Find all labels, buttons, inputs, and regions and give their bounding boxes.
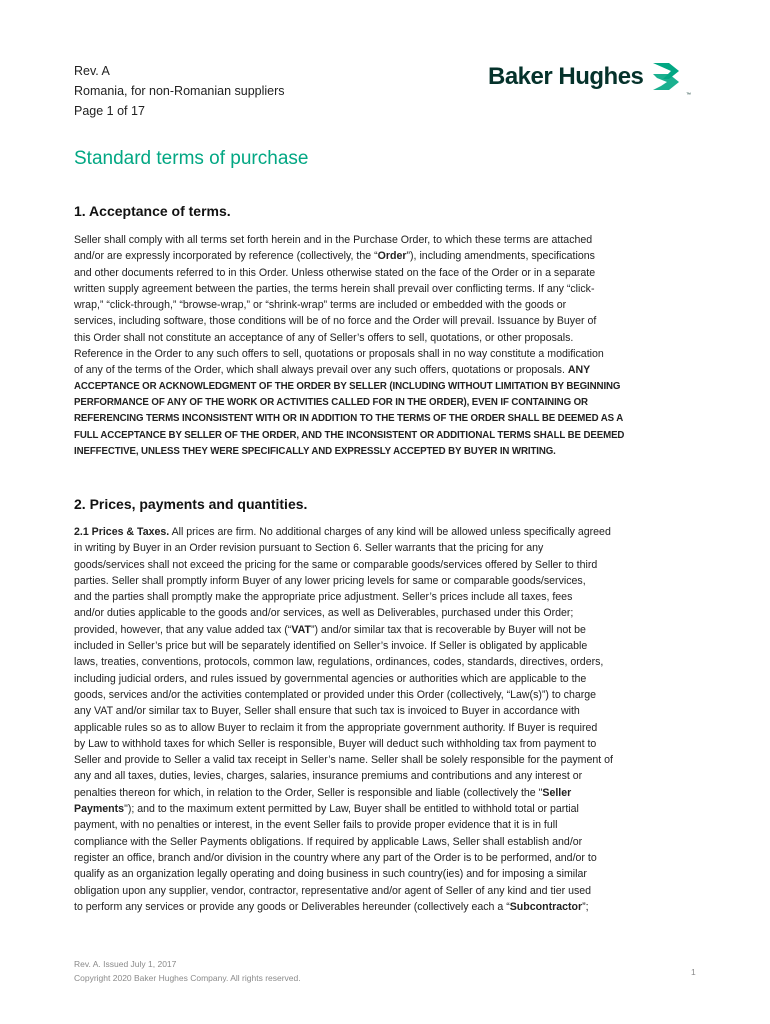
paragraph-line (74, 817, 696, 833)
caps-clause-line: PERFORMANCE OF ANY OF THE WORK OR ACTIVITIES CALLED FOR IN THE ORDER), EVEN IF CONTAINING OR (74, 396, 588, 408)
paragraph-line (74, 524, 696, 540)
footer-copyright: Copyright 2020 Baker Hughes Company. All rights reserved. (74, 973, 301, 983)
section-1-heading: 1. Acceptance of terms. (74, 203, 231, 219)
line-text: of any of the terms of the Order, which shall always prevail over any such offers, quotations or proposals. (74, 364, 568, 377)
paragraph-line (74, 687, 696, 703)
paragraph-line (74, 313, 696, 329)
line-text: this Order shall not constitute an acceptance of any of Seller’s offers to sell, quotations, or other proposals. (74, 331, 574, 344)
line-text: ”), including amendments, specifications (406, 250, 595, 263)
paragraph-line (74, 703, 696, 719)
paragraph-line (74, 736, 696, 752)
line-text: services, including software, those conditions will be of no force and the Order will prevail. Issuance by Buyer of (74, 315, 597, 328)
trademark-symbol: ™ (686, 92, 691, 98)
section-2-body (74, 524, 696, 915)
paragraph-line (74, 540, 696, 556)
line-text: ”) and/or similar tax that is recoverable by Buyer will not be (310, 623, 586, 636)
line-text: goods/services shall not exceed the pricing for the same or comparable goods/services offered by Seller to third (74, 558, 598, 571)
line-text: penalties thereon for which, in relation to the Order, Seller is responsible and liable (collectively the " (74, 786, 543, 799)
paragraph-line (74, 248, 696, 264)
paragraph-line (74, 589, 696, 605)
caps-clause-line: REFERENCING TERMS INCONSISTENT WITH OR IN ADDITION TO THE TERMS OF THE ORDER SHALL BE DEEMED AS A (74, 413, 624, 425)
line-text: to perform any services or provide any goods or Deliverables hereunder (collectively each a “ (74, 900, 510, 913)
line-text: Seller and provide to Seller a valid tax receipt in Seller’s name. Seller shall be solely responsible for the payment of (74, 754, 613, 767)
paragraph-line (74, 638, 696, 654)
line-text: and/or are expressly incorporated by reference (collectively, the “ (74, 250, 378, 263)
caps-clause-line: FULL ACCEPTANCE BY SELLER OF THE ORDER, AND THE INCONSISTENT OR ADDITIONAL TERMS SHALL BE DEEMED (74, 429, 625, 441)
paragraph-line (74, 346, 696, 362)
line-text: Reference in the Order to any such offers to sell, quotations or proposals shall in no way constitute a modification (74, 348, 604, 361)
section-1-body (74, 232, 696, 460)
line-text: applicable rules so as to allow Buyer to reclaim it from the appropriate government authority. If Buyer is required (74, 721, 598, 734)
page-indicator: Page 1 of 17 (74, 104, 145, 118)
line-text: All prices are firm. No additional charges of any kind will be allowed unless specifically agreed (169, 526, 611, 538)
line-text: by Law to withhold taxes for which Seller is responsible, Buyer will deduct such withholding tax from payment to (74, 737, 597, 750)
line-text: and other documents referred to in this Order. Unless otherwise stated on the face of the Order or in a separate (74, 266, 596, 279)
paragraph-line (74, 834, 696, 850)
paragraph-line (74, 622, 696, 638)
page-title: Standard terms of purchase (74, 148, 309, 169)
paragraph-line (74, 281, 696, 297)
line-text: ”; (582, 900, 589, 913)
line-text: qualify as an organization legally operating and doing business in such country(ies) and for imposing a similar (74, 868, 587, 881)
paragraph-line (74, 671, 696, 687)
paragraph-line (74, 850, 696, 866)
defined-term: VAT (291, 623, 311, 636)
paragraph-line (74, 899, 696, 915)
paragraph-line (74, 768, 696, 784)
caps-clause-line: ACCEPTANCE OR ACKNOWLEDGMENT OF THE ORDER BY SELLER (INCLUDING WITHOUT LIMITATION BY BEGINNING (74, 380, 621, 392)
footer-page-number: 1 (691, 967, 696, 977)
defined-term: ANY (567, 364, 591, 377)
scope-label: Romania, for non-Romanian suppliers (74, 84, 285, 98)
line-text: laws, treaties, conventions, protocols, common law, regulations, ordinances, codes, standards, directives, orders, (74, 656, 604, 669)
logo-wordmark: Baker Hughes (488, 63, 644, 90)
paragraph-line (74, 752, 696, 768)
paragraph-line (74, 605, 696, 621)
paragraph-line (74, 866, 696, 882)
paragraph-line (74, 265, 696, 281)
paragraph-line (74, 330, 696, 346)
defined-term: 2.1 Prices & Taxes. (74, 526, 170, 538)
line-text: in writing by Buyer in an Order revision pursuant to Section 6. Seller warrants that the pricing for any (74, 542, 544, 555)
line-text: register an office, branch and/or division in the country where any part of the Order is to be performed, and/or to (74, 851, 597, 864)
paragraph-line (74, 785, 696, 801)
paragraph-line (74, 573, 696, 589)
section-2-heading: 2. Prices, payments and quantities. (74, 496, 308, 512)
line-text: parties. Seller shall promptly inform Buyer of any lower pricing levels for same or comparable goods/services, (74, 574, 586, 587)
defined-term: Payments (74, 803, 125, 816)
paragraph-line (74, 557, 696, 573)
line-text: payment, with no penalties or interest, in the event Seller fails to provide proper evidence that it is in full (74, 819, 558, 832)
line-text: included in Seller’s price but will be separately identified on Seller’s invoice. If Seller is obligated by applicable (74, 640, 588, 653)
paragraph-line (74, 232, 696, 248)
paragraph-line (74, 297, 696, 313)
defined-term: Order (377, 250, 407, 263)
line-text: goods, services and/or the activities contemplated or provided under this Order (collectively, “Law(s)”) to charge (74, 688, 597, 701)
footer-issued: Rev. A. Issued July 1, 2017 (74, 959, 177, 969)
paragraph-line (74, 654, 696, 670)
defined-term: Subcontractor (509, 900, 583, 913)
line-text: and/or duties applicable to the goods and/or services, as well as Deliverables, purchased under this Order; (74, 607, 574, 620)
paragraph-line (74, 883, 696, 899)
line-text: any and all taxes, duties, levies, charges, salaries, insurance premiums and contributions and any interest or (74, 770, 583, 783)
paragraph-line (74, 801, 696, 817)
line-text: provided, however, that any value added tax (“ (74, 623, 292, 636)
line-text: written supply agreement between the parties, the terms herein shall prevail over conflicting terms. If any “click- (74, 282, 595, 295)
revision-label: Rev. A (74, 64, 110, 78)
paragraph-line (74, 720, 696, 736)
line-text: wrap,” “click-through,” “browse-wrap,” or “shrink-wrap” terms are included or embedded with the goods or (74, 299, 567, 312)
footer (74, 957, 301, 985)
line-text: including judicial orders, and rules issued by governmental agencies or authorities which are applicable to the (74, 672, 587, 685)
line-text: obligation upon any supplier, vendor, contractor, representative and/or agent of Seller of any kind and tier used (74, 884, 592, 897)
line-text: compliance with the Seller Payments obligations. If required by applicable Laws, Seller shall establish and/or (74, 835, 583, 848)
line-text: and the parties shall promptly make the appropriate price adjustment. Seller’s prices include all taxes, fees (74, 591, 573, 604)
baker-hughes-logo (488, 60, 683, 94)
header-meta (74, 61, 285, 121)
caps-clause-line: INEFFECTIVE, UNLESS THEY WERE SPECIFICALLY AND EXPRESSLY ACCEPTED BY BUYER IN WRITING. (74, 445, 556, 457)
logo-chevron-icon (649, 60, 683, 94)
paragraph-line (74, 362, 696, 378)
defined-term: Seller (542, 786, 572, 799)
line-text: Seller shall comply with all terms set forth herein and in the Purchase Order, to which these terms are attached (74, 234, 593, 246)
line-text: any VAT and/or similar tax to Buyer, Seller shall ensure that such tax is invoiced to Buyer in accordance with (74, 705, 580, 718)
line-text: "); and to the maximum extent permitted by Law, Buyer shall be entitled to withhold total or partial (124, 803, 579, 816)
